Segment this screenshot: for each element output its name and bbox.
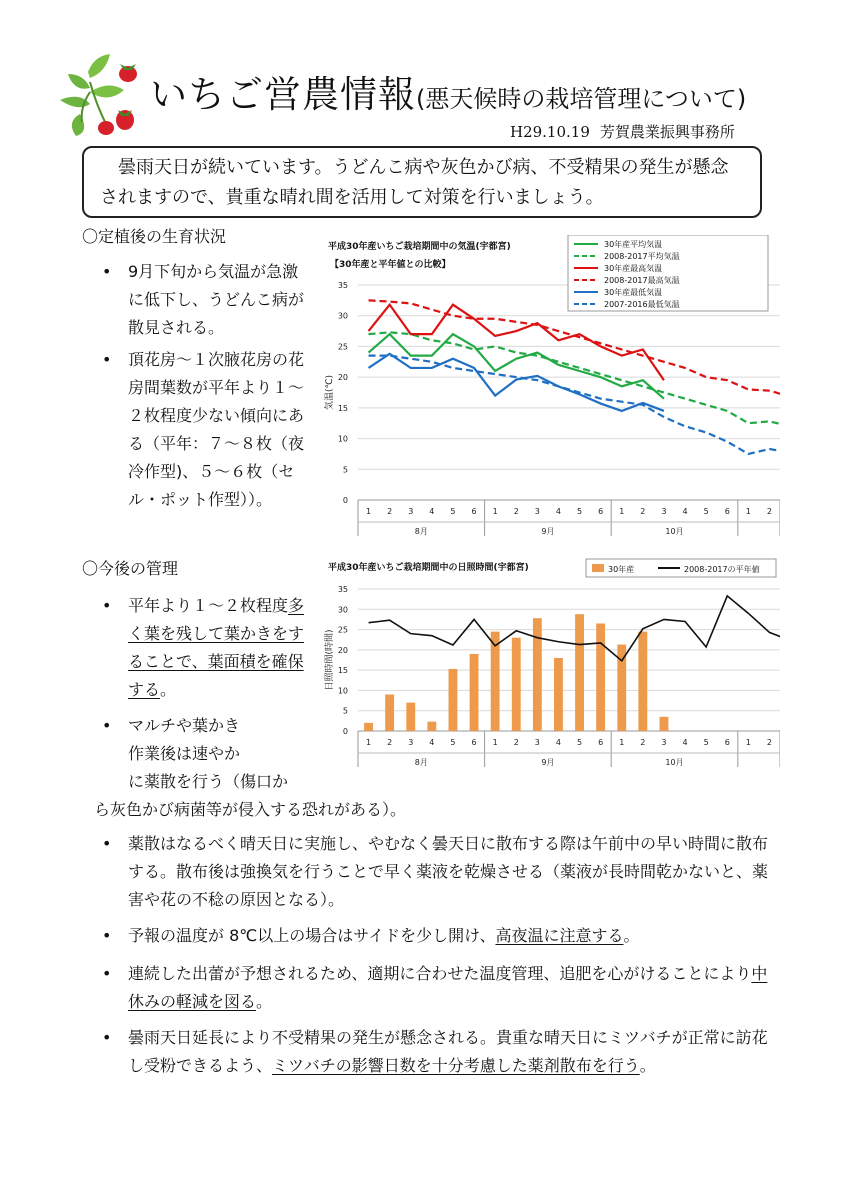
x-tick-label: 1: [745, 507, 751, 516]
sunshine-bar: [596, 623, 605, 731]
sunshine-chart-svg: [318, 553, 780, 778]
x-tick-label: 4: [555, 507, 561, 516]
y-tick-label: 15: [337, 666, 348, 676]
x-tick-label: 2: [387, 738, 393, 747]
x-tick-label: 5: [577, 738, 583, 747]
x-tick-label: 2: [513, 738, 519, 747]
group-label: 10月: [665, 527, 684, 536]
x-tick-label: 4: [429, 738, 435, 747]
sunshine-bar: [385, 694, 394, 731]
temperature-chart-svg: [318, 235, 780, 545]
x-tick-label: 5: [703, 507, 709, 516]
notice-text: 曇雨天日が続いています。うどんこ病や灰色かび病、不受精果の発生が懸念されますので、貴重な晴れ間を活用して対策を行いましょう。: [100, 157, 729, 208]
legend-label: 2008-2017の平年値: [684, 565, 760, 574]
sunshine-bar: [554, 658, 563, 731]
y-tick-label: 35: [337, 281, 348, 290]
normal-sunshine-line: [369, 596, 780, 661]
bullet-leaf-count: • 頂花房〜１次腋花房の花房間葉数が平年より１〜２枚程度少ない傾向にある（平年：７〜８枚（夜冷作型)、５〜６枚（セル・ポット作型））。: [102, 350, 305, 509]
bullet-spray-line: マルチや葉かき: [128, 716, 241, 735]
y-tick-label: 20: [337, 645, 348, 655]
legend-label: 30年産: [608, 565, 635, 574]
x-tick-label: 2: [513, 507, 519, 516]
x-tick-label: 1: [492, 507, 498, 516]
x-tick-label: 2: [766, 507, 772, 516]
group-label: 8月: [414, 527, 428, 536]
legend-label: 30年産平均気温: [604, 240, 663, 249]
section2-heading: 〇今後の管理: [82, 559, 179, 578]
legend-label: 2008-2017最高気温: [604, 276, 680, 285]
bullet-spray-line: ら灰色かび病菌等が侵入する恐れがある）。: [94, 800, 407, 819]
y-tick-label: 35: [337, 585, 348, 594]
sunshine-bar: [470, 654, 479, 731]
x-tick-label: 2: [640, 507, 646, 516]
issuing-office: 芳賀農業振興事務所: [599, 123, 735, 141]
group-label: 9月: [541, 758, 555, 767]
title-subtitle: (悪天候時の栽培管理について): [416, 85, 747, 113]
x-tick-label: 4: [555, 738, 561, 747]
x-tick-label: 1: [745, 738, 751, 747]
x-tick-label: 3: [661, 738, 667, 747]
sunshine-bar: [660, 717, 669, 731]
series-line: [369, 334, 664, 399]
x-tick-label: 5: [577, 507, 583, 516]
x-tick-label: 4: [682, 738, 688, 747]
bullet-growth-temperature: • 9月下旬から気温が急激に低下し、うどんこ病が散見される。: [102, 262, 305, 337]
y-tick-label: 30: [337, 605, 348, 615]
chart-title: 平成30年産いちご栽培期間中の気温(宇都宮): [328, 242, 511, 252]
y-axis-label: 日照時間(時間): [325, 629, 335, 691]
x-tick-label: 5: [450, 738, 456, 747]
bullet-leaf-retention: • 平年より１〜２枚程度多く葉を残して葉かきをすることで、葉面積を確保する。: [102, 596, 305, 699]
legend-label: 2007-2016最低気温: [604, 300, 680, 309]
y-tick-label: 15: [337, 403, 348, 413]
series-line: [369, 300, 780, 396]
sunshine-bar: [512, 638, 521, 731]
y-axis-label: 気温(℃): [325, 374, 335, 411]
x-tick-label: 4: [429, 507, 435, 516]
y-tick-label: 5: [342, 465, 348, 475]
x-tick-label: 3: [534, 738, 540, 747]
x-tick-label: 6: [598, 507, 604, 516]
issue-date: H29.10.19: [510, 123, 590, 141]
legend-label: 2008-2017平均気温: [604, 252, 680, 261]
y-tick-label: 25: [337, 342, 348, 352]
x-tick-label: 5: [450, 507, 456, 516]
x-tick-label: 6: [724, 507, 730, 516]
y-tick-label: 10: [337, 434, 348, 444]
dateline: [510, 121, 735, 142]
x-tick-label: 1: [619, 507, 625, 516]
sunshine-bar: [406, 703, 415, 731]
x-tick-label: 4: [682, 507, 688, 516]
chart-subtitle: 【30年産と平年値との比較】: [330, 260, 451, 270]
x-tick-label: 1: [619, 738, 625, 747]
x-tick-label: 6: [724, 738, 730, 747]
x-tick-label: 5: [703, 738, 709, 747]
y-tick-label: 5: [342, 706, 348, 716]
legend-label: 30年産最高気温: [604, 264, 663, 273]
y-tick-label: 0: [342, 727, 348, 736]
y-tick-label: 20: [337, 373, 348, 383]
bullet-pollination: • 曇雨天日延長により不受精果の発生が懸念される。貴重な晴天日にミツバチが正常に訪花し受粉できるよう、ミツバチの影響日数を十分考慮した薬剤散布を行う。: [102, 1028, 768, 1075]
legend-label: 30年産最低気温: [604, 288, 663, 297]
temperature-chart: [318, 235, 780, 549]
sunshine-bar: [427, 722, 436, 731]
chart-title: 平成30年産いちご栽培期間中の日照時間(宇都宮): [328, 563, 529, 573]
page-title: [150, 64, 746, 118]
x-tick-label: 6: [471, 738, 477, 747]
sunshine-bar: [364, 723, 373, 731]
y-tick-label: 10: [337, 686, 348, 696]
y-tick-label: 25: [337, 625, 348, 635]
x-tick-label: 6: [471, 507, 477, 516]
sunshine-bar: [533, 618, 542, 731]
x-tick-label: 2: [640, 738, 646, 747]
x-tick-label: 1: [366, 507, 372, 516]
group-label: 9月: [541, 527, 555, 536]
title-main: いちご営農情報: [150, 73, 416, 116]
x-tick-label: 3: [534, 507, 540, 516]
x-tick-label: 3: [408, 507, 414, 516]
sunshine-bar: [638, 632, 647, 731]
sunshine-chart: [318, 553, 780, 782]
bullet-bud-management: • 連続した出蕾が予想されるため、適期に合わせた温度管理、追肥を心がけることにより中休みの軽減を図る。: [102, 964, 768, 1011]
section1-heading: 〇定植後の生育状況: [82, 227, 227, 246]
x-tick-label: 6: [598, 738, 604, 747]
bullet-spray-timing: • 薬散はなるべく晴天日に実施し、やむなく曇天日に散布する際は午前中の早い時間に散布する。散布後は強換気を行うことで早く薬液を乾燥させる（薬液が長時間乾かないと、薬害や花の不稔の原因となる）。: [102, 834, 769, 909]
group-label: 8月: [414, 758, 428, 767]
legend-swatch: [592, 564, 604, 572]
x-tick-label: 3: [661, 507, 667, 516]
sunshine-bar: [575, 614, 584, 731]
x-tick-label: 2: [766, 738, 772, 747]
y-tick-label: 0: [342, 496, 348, 505]
y-tick-label: 30: [337, 311, 348, 321]
strawberry-logo: [50, 52, 150, 137]
sunshine-bar: [449, 669, 458, 731]
x-tick-label: 3: [408, 738, 414, 747]
notice-box: [82, 146, 762, 218]
bullet-night-temperature: • 予報の温度が 8℃以上の場合はサイドを少し開け、高夜温に注意する。: [102, 926, 640, 945]
x-tick-label: 2: [387, 507, 393, 516]
group-label: 10月: [665, 758, 684, 767]
bullet-spray-line: 作業後は速やか: [128, 744, 241, 763]
x-tick-label: 1: [492, 738, 498, 747]
bullet-spray-line: に薬散を行う（傷口か: [128, 772, 289, 791]
x-tick-label: 1: [366, 738, 372, 747]
